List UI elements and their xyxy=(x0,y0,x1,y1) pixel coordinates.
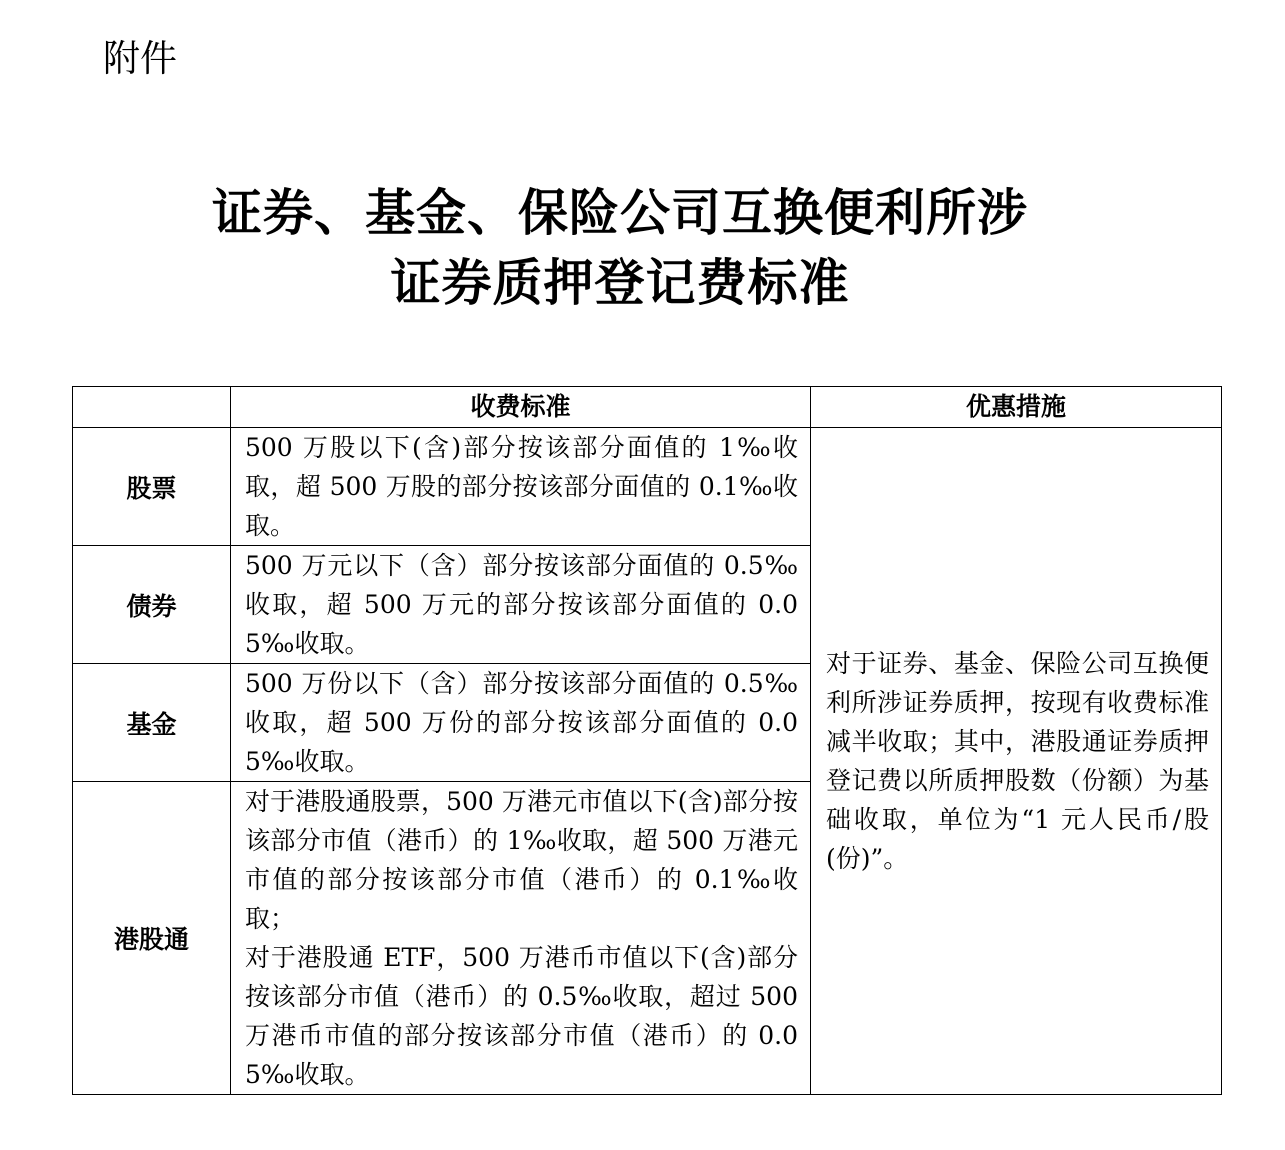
header-discount: 优惠措施 xyxy=(811,387,1222,428)
category-hk-connect: 港股通 xyxy=(73,782,231,1095)
fee-standard-hk-etf-text: 对于港股通 ETF，500 万港币市值以下(含)部分按该部分市值（港币）的 0.5‰收取，超过 500 万港币市值的部分按该部分市值（港币）的 0.05‰收取。 xyxy=(245,943,798,1089)
document-title-line-1: 证券、基金、保险公司互换便利所涉 xyxy=(212,184,1028,242)
category-fund: 基金 xyxy=(73,664,231,782)
fee-standard-fund xyxy=(231,664,811,782)
fee-standard-table xyxy=(72,386,1222,1095)
fee-standard-text: 500 万股以下(含)部分按该部分面值的 1‰收取，超 500 万股的部分按该部分面值的 0.1‰收取。 xyxy=(245,433,798,540)
fee-standard-hk-stock-text: 对于港股通股票，500 万港元市值以下(含)部分按该部分市值（港币）的 1‰收取，超 500 万港元市值的部分按该部分市值（港币）的 0.1‰收取； xyxy=(245,787,798,933)
discount-measures: 对于证券、基金、保险公司互换便利所涉证券质押，按现有收费标准减半收取；其中，港股通证券质押登记费以所质押股数（份额）为基础收取，单位为“1 元人民币/股(份)”。 xyxy=(811,428,1222,1095)
header-fee-standard: 收费标准 xyxy=(231,387,811,428)
header-category xyxy=(73,387,231,428)
document-title-line-2: 证券质押登记费标准 xyxy=(390,254,850,312)
fee-standard-hk-connect xyxy=(231,782,811,1095)
category-stock: 股票 xyxy=(73,428,231,546)
fee-standard-text: 500 万份以下（含）部分按该部分面值的 0.5‰收取，超 500 万份的部分按该部分面值的 0.05‰收取。 xyxy=(245,669,798,776)
table-row-stock xyxy=(73,428,1222,546)
fee-standard-text: 500 万元以下（含）部分按该部分面值的 0.5‰收取，超 500 万元的部分按该部分面值的 0.05‰收取。 xyxy=(245,551,798,658)
table-header-row xyxy=(73,387,1222,428)
attachment-label: 附件 xyxy=(103,37,177,80)
fee-standard-stock xyxy=(231,428,811,546)
category-bond: 债券 xyxy=(73,546,231,664)
fee-standard-bond xyxy=(231,546,811,664)
